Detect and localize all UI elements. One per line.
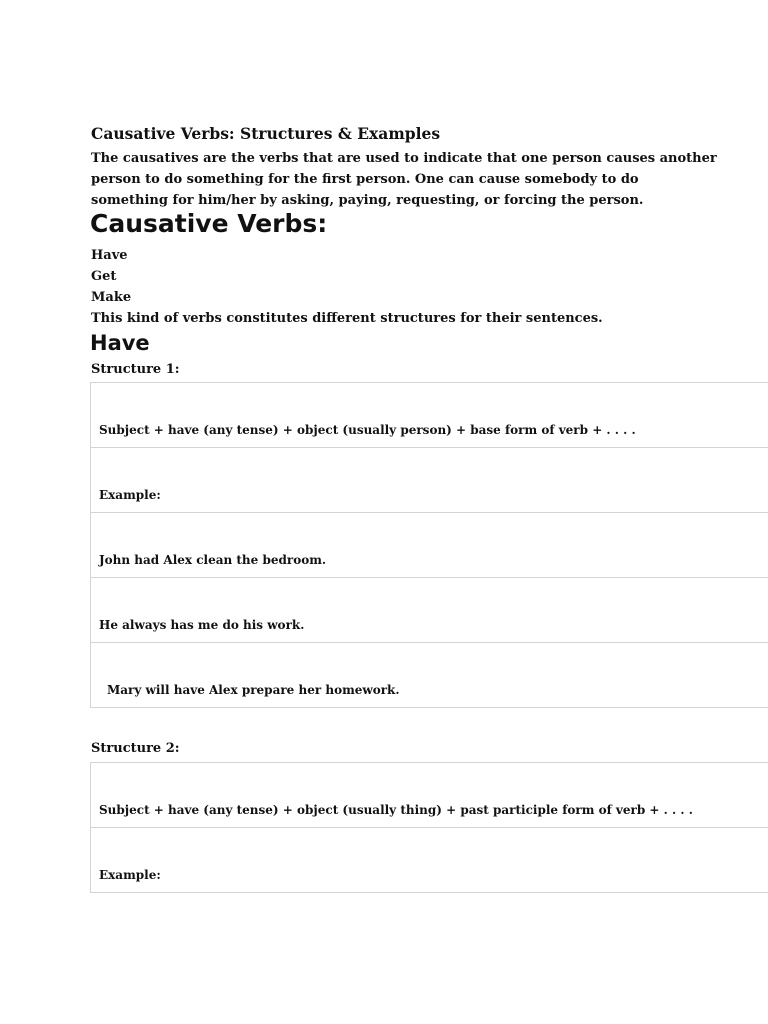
verb-list: [91, 245, 603, 329]
table-row: [91, 828, 768, 893]
example-label: Example:: [99, 488, 161, 502]
structure-2-label: Structure 2:: [91, 741, 180, 756]
verb-item-make: Make: [91, 290, 132, 305]
table-row: [91, 643, 768, 708]
verb-item-have: Have: [91, 248, 128, 263]
causative-verbs-heading: Causative Verbs:: [90, 209, 328, 238]
example-sentence: He always has me do his work.: [99, 618, 305, 632]
table-row: [91, 383, 768, 448]
verbs-note: This kind of verbs constitutes different structures for their sentences.: [91, 311, 603, 326]
table-row: [91, 448, 768, 513]
structure-1-formula: Subject + have (any tense) + object (usually person) + base form of verb + . . . .: [99, 423, 636, 437]
table-row: [91, 578, 768, 643]
intro-line: something for him/her by asking, paying, requesting, or forcing the person.: [91, 193, 644, 208]
example-sentence: Mary will have Alex prepare her homework.: [107, 683, 400, 697]
verb-item-get: Get: [91, 269, 117, 284]
intro-paragraph: [91, 148, 717, 211]
example-label: Example:: [99, 868, 161, 882]
intro-line: The causatives are the verbs that are used to indicate that one person causes another: [91, 151, 717, 166]
structure-1-label: Structure 1:: [91, 362, 180, 377]
structure-2-table: [90, 762, 768, 893]
structure-1-table: [90, 382, 768, 708]
table-row: [91, 763, 768, 828]
example-sentence: John had Alex clean the bedroom.: [99, 553, 327, 567]
intro-line: person to do something for the first person. One can cause somebody to do: [91, 172, 639, 187]
table-row: [91, 513, 768, 578]
document-title: Causative Verbs: Structures & Examples: [91, 124, 441, 143]
structure-2-formula: Subject + have (any tense) + object (usually thing) + past participle form of verb + . . . .: [99, 803, 693, 817]
have-section-heading: Have: [90, 331, 150, 355]
